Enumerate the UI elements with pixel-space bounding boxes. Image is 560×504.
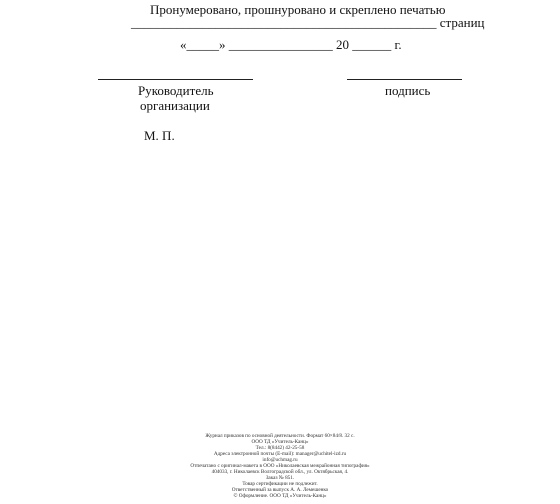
head-name-underline — [98, 79, 253, 80]
imprint-line: Товар сертификации не подлежит. — [242, 481, 318, 488]
stamp-label: М. П. — [144, 128, 175, 143]
pages-count-line: _______________________________________________ страниц — [131, 15, 485, 30]
imprint-line: Тел.: 8(8442) 42-25-58 — [255, 445, 305, 452]
head-title-line2: организации — [140, 98, 210, 113]
imprint-line: ООО ТД «Учитель-Канц» — [251, 439, 309, 446]
date-line: «_____» ________________ 20 ______ г. — [180, 37, 402, 52]
imprint-line: © Оформление. ООО ТД «Учитель-Канц» — [233, 493, 327, 500]
imprint-line: info@uchmag.ru — [262, 457, 298, 464]
publisher-imprint — [130, 433, 430, 500]
imprint-line: Ответственный за выпуск А. А. Лемешенко — [231, 487, 329, 494]
imprint-line: 404033, г. Николаевск Волгоградской обл., ул. Октябрьская, 4. — [211, 469, 349, 476]
imprint-line: Журнал приказов по основной деятельности. Формат 60×84/8. 32 с. — [205, 433, 355, 439]
imprint-line: Заказ № 851. — [265, 475, 295, 482]
imprint-line: Отпечатано с оригинал-макета в ООО «Николаевская межрайонная типография» — [190, 463, 370, 470]
imprint-line: Адреса электронной почты (E-mail): manager@uchitel-izd.ru — [213, 451, 347, 458]
certification-heading: Пронумеровано, прошнуровано и скреплено печатью — [150, 2, 446, 17]
signature-underline — [347, 79, 462, 80]
signature-label: подпись — [385, 83, 431, 98]
head-title-line1: Руководитель — [138, 83, 214, 98]
